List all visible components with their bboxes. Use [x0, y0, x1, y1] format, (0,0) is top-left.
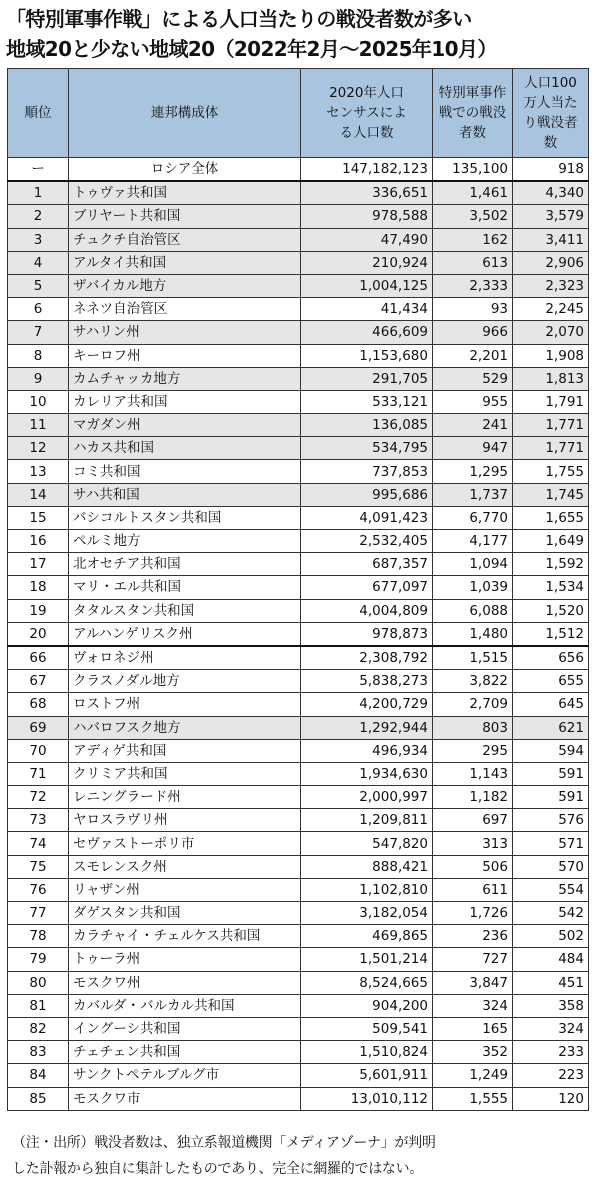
- row-region: トゥヴァ共和国: [69, 181, 301, 205]
- row-population: 41,434: [301, 298, 433, 321]
- row-population: 47,490: [301, 228, 433, 251]
- row-deaths: 1,461: [433, 181, 513, 205]
- table-row: [8, 809, 589, 832]
- row-region: サハリン州: [69, 321, 301, 344]
- row-deaths: 1,480: [433, 622, 513, 646]
- row-population: 466,609: [301, 321, 433, 344]
- row-region: コミ共和国: [69, 460, 301, 483]
- row-region: マリ・エル共和国: [69, 576, 301, 599]
- row-deaths: 162: [433, 228, 513, 251]
- row-per-million: 655: [513, 670, 589, 693]
- table-row: [8, 878, 589, 901]
- row-population: 4,200,729: [301, 693, 433, 716]
- row-per-million: 484: [513, 948, 589, 971]
- row-rank: 74: [8, 832, 69, 855]
- row-region: ペルミ地方: [69, 530, 301, 553]
- row-deaths: 3,847: [433, 971, 513, 994]
- row-rank: 83: [8, 1041, 69, 1064]
- table-row: [8, 622, 589, 646]
- row-region: カレリア共和国: [69, 390, 301, 413]
- row-region: サハ共和国: [69, 483, 301, 506]
- row-region: リャザン州: [69, 878, 301, 901]
- row-region: クリミア共和国: [69, 762, 301, 785]
- row-population: 4,004,809: [301, 599, 433, 622]
- row-region: タタルスタン共和国: [69, 599, 301, 622]
- table-row: [8, 390, 589, 413]
- total-per-million: 918: [513, 158, 589, 182]
- header-rank: 順位: [8, 69, 69, 158]
- row-deaths: 236: [433, 925, 513, 948]
- row-deaths: 6,770: [433, 506, 513, 529]
- page-title: [6, 4, 596, 64]
- row-population: 1,102,810: [301, 878, 433, 901]
- row-region: ネネツ自治管区: [69, 298, 301, 321]
- row-population: 534,795: [301, 437, 433, 460]
- table-row: [8, 646, 589, 670]
- header-region: 連邦構成体: [69, 69, 301, 158]
- row-per-million: 1,512: [513, 622, 589, 646]
- row-population: 1,934,630: [301, 762, 433, 785]
- row-population: 904,200: [301, 994, 433, 1017]
- row-per-million: 656: [513, 646, 589, 670]
- table-row: [8, 599, 589, 622]
- row-rank: 79: [8, 948, 69, 971]
- row-rank: 15: [8, 506, 69, 529]
- row-rank: 71: [8, 762, 69, 785]
- row-per-million: 1,534: [513, 576, 589, 599]
- row-population: 13,010,112: [301, 1087, 433, 1110]
- row-rank: 6: [8, 298, 69, 321]
- row-per-million: 1,771: [513, 437, 589, 460]
- row-deaths: 1,515: [433, 646, 513, 670]
- table-row: [8, 205, 589, 228]
- row-per-million: 233: [513, 1041, 589, 1064]
- table-row: [8, 460, 589, 483]
- title-line-1: 「特別軍事作戦」による人口当たりの戦没者数が多い: [6, 7, 472, 31]
- row-population: 5,601,911: [301, 1064, 433, 1087]
- row-population: 1,209,811: [301, 809, 433, 832]
- row-region: ヴォロネジ州: [69, 646, 301, 670]
- table-row: [8, 1041, 589, 1064]
- row-per-million: 324: [513, 1017, 589, 1040]
- row-region: スモレンスク州: [69, 855, 301, 878]
- row-region: ブリヤート共和国: [69, 205, 301, 228]
- row-deaths: 1,094: [433, 553, 513, 576]
- table-row: [8, 576, 589, 599]
- table-row: [8, 414, 589, 437]
- row-deaths: 613: [433, 251, 513, 274]
- row-rank: 5: [8, 274, 69, 297]
- row-deaths: 352: [433, 1041, 513, 1064]
- row-region: モスクワ州: [69, 971, 301, 994]
- row-population: 4,091,423: [301, 506, 433, 529]
- row-rank: 81: [8, 994, 69, 1017]
- row-population: 677,097: [301, 576, 433, 599]
- row-deaths: 4,177: [433, 530, 513, 553]
- row-population: 1,501,214: [301, 948, 433, 971]
- row-population: 509,541: [301, 1017, 433, 1040]
- row-deaths: 6,088: [433, 599, 513, 622]
- row-rank: 66: [8, 646, 69, 670]
- row-rank: 84: [8, 1064, 69, 1087]
- row-per-million: 2,245: [513, 298, 589, 321]
- table-row: [8, 321, 589, 344]
- row-rank: 82: [8, 1017, 69, 1040]
- row-per-million: 1,908: [513, 344, 589, 367]
- row-region: ザバイカル地方: [69, 274, 301, 297]
- row-deaths: 241: [433, 414, 513, 437]
- row-deaths: 324: [433, 994, 513, 1017]
- row-deaths: 295: [433, 739, 513, 762]
- row-deaths: 1,295: [433, 460, 513, 483]
- row-per-million: 1,745: [513, 483, 589, 506]
- row-rank: 77: [8, 902, 69, 925]
- row-population: 547,820: [301, 832, 433, 855]
- row-population: 687,357: [301, 553, 433, 576]
- table-row: [8, 228, 589, 251]
- row-deaths: 3,502: [433, 205, 513, 228]
- total-deaths: 135,100: [433, 158, 513, 182]
- row-per-million: 223: [513, 1064, 589, 1087]
- table-row: [8, 925, 589, 948]
- row-per-million: 1,592: [513, 553, 589, 576]
- row-rank: 85: [8, 1087, 69, 1110]
- row-population: 995,686: [301, 483, 433, 506]
- row-per-million: 1,520: [513, 599, 589, 622]
- row-region: ヤロスラヴリ州: [69, 809, 301, 832]
- row-deaths: 506: [433, 855, 513, 878]
- row-rank: 9: [8, 367, 69, 390]
- row-population: 8,524,665: [301, 971, 433, 994]
- footnote: [12, 1130, 592, 1182]
- table-row: [8, 832, 589, 855]
- row-per-million: 451: [513, 971, 589, 994]
- row-per-million: 4,340: [513, 181, 589, 205]
- row-deaths: 1,726: [433, 902, 513, 925]
- row-region: マガダン州: [69, 414, 301, 437]
- row-rank: 14: [8, 483, 69, 506]
- row-region: カバルダ・バルカル共和国: [69, 994, 301, 1017]
- row-deaths: 697: [433, 809, 513, 832]
- casualty-table: [7, 68, 589, 1111]
- row-region: ハバロフスク地方: [69, 716, 301, 739]
- row-deaths: 529: [433, 367, 513, 390]
- row-per-million: 570: [513, 855, 589, 878]
- row-deaths: 2,709: [433, 693, 513, 716]
- row-per-million: 645: [513, 693, 589, 716]
- total-rank: ー: [8, 158, 69, 182]
- row-deaths: 611: [433, 878, 513, 901]
- row-region: カラチャイ・チェルケス共和国: [69, 925, 301, 948]
- row-population: 2,308,792: [301, 646, 433, 670]
- row-rank: 7: [8, 321, 69, 344]
- row-deaths: 1,555: [433, 1087, 513, 1110]
- row-rank: 11: [8, 414, 69, 437]
- row-region: カムチャッカ地方: [69, 367, 301, 390]
- table-row: [8, 530, 589, 553]
- row-population: 1,292,944: [301, 716, 433, 739]
- row-rank: 72: [8, 786, 69, 809]
- row-region: バシコルトスタン共和国: [69, 506, 301, 529]
- row-deaths: 1,249: [433, 1064, 513, 1087]
- row-rank: 20: [8, 622, 69, 646]
- row-per-million: 594: [513, 739, 589, 762]
- row-deaths: 966: [433, 321, 513, 344]
- table-row: [8, 948, 589, 971]
- row-per-million: 591: [513, 786, 589, 809]
- row-rank: 67: [8, 670, 69, 693]
- row-population: 496,934: [301, 739, 433, 762]
- row-deaths: 93: [433, 298, 513, 321]
- row-rank: 70: [8, 739, 69, 762]
- row-per-million: 1,649: [513, 530, 589, 553]
- row-population: 978,873: [301, 622, 433, 646]
- row-deaths: 947: [433, 437, 513, 460]
- table-row: [8, 1064, 589, 1087]
- row-per-million: 3,579: [513, 205, 589, 228]
- table-row: [8, 994, 589, 1017]
- row-deaths: 955: [433, 390, 513, 413]
- row-deaths: 165: [433, 1017, 513, 1040]
- row-rank: 19: [8, 599, 69, 622]
- row-per-million: 1,813: [513, 367, 589, 390]
- row-population: 1,004,125: [301, 274, 433, 297]
- row-population: 2,532,405: [301, 530, 433, 553]
- row-deaths: 2,201: [433, 344, 513, 367]
- table-row: [8, 693, 589, 716]
- header-deaths: 特別軍事作戦での戦没者数: [433, 69, 513, 158]
- row-deaths: 803: [433, 716, 513, 739]
- table-row: [8, 506, 589, 529]
- row-rank: 12: [8, 437, 69, 460]
- row-population: 1,153,680: [301, 344, 433, 367]
- total-row: [8, 158, 589, 182]
- table-row: [8, 483, 589, 506]
- row-population: 888,421: [301, 855, 433, 878]
- row-per-million: 1,755: [513, 460, 589, 483]
- table-row: [8, 437, 589, 460]
- row-rank: 10: [8, 390, 69, 413]
- row-rank: 76: [8, 878, 69, 901]
- table-row: [8, 855, 589, 878]
- row-per-million: 502: [513, 925, 589, 948]
- row-population: 210,924: [301, 251, 433, 274]
- row-per-million: 571: [513, 832, 589, 855]
- row-per-million: 358: [513, 994, 589, 1017]
- row-per-million: 120: [513, 1087, 589, 1110]
- row-rank: 69: [8, 716, 69, 739]
- row-region: レニングラード州: [69, 786, 301, 809]
- row-region: 北オセチア共和国: [69, 553, 301, 576]
- table-row: [8, 274, 589, 297]
- row-deaths: 1,182: [433, 786, 513, 809]
- row-rank: 18: [8, 576, 69, 599]
- table-row: [8, 971, 589, 994]
- row-region: ダゲスタン共和国: [69, 902, 301, 925]
- row-per-million: 1,791: [513, 390, 589, 413]
- row-per-million: 621: [513, 716, 589, 739]
- row-rank: 3: [8, 228, 69, 251]
- row-per-million: 542: [513, 902, 589, 925]
- table-row: [8, 181, 589, 205]
- table-row: [8, 251, 589, 274]
- row-rank: 1: [8, 181, 69, 205]
- row-rank: 4: [8, 251, 69, 274]
- row-rank: 13: [8, 460, 69, 483]
- row-population: 2,000,997: [301, 786, 433, 809]
- table-row: [8, 902, 589, 925]
- row-rank: 75: [8, 855, 69, 878]
- table-row: [8, 786, 589, 809]
- row-per-million: 2,323: [513, 274, 589, 297]
- row-population: 1,510,824: [301, 1041, 433, 1064]
- row-per-million: 576: [513, 809, 589, 832]
- row-population: 737,853: [301, 460, 433, 483]
- row-rank: 8: [8, 344, 69, 367]
- row-population: 469,865: [301, 925, 433, 948]
- header-population: 2020年人口センサスによる人口数: [301, 69, 433, 158]
- table-row: [8, 670, 589, 693]
- row-region: セヴァストーポリ市: [69, 832, 301, 855]
- row-region: チェチェン共和国: [69, 1041, 301, 1064]
- row-region: ロストフ州: [69, 693, 301, 716]
- row-deaths: 1,143: [433, 762, 513, 785]
- row-population: 291,705: [301, 367, 433, 390]
- total-name: ロシア全体: [69, 158, 301, 182]
- row-region: クラスノダル地方: [69, 670, 301, 693]
- footnote-line-1: （注・出所）戦没者数は、独立系報道機関「メディアゾーナ」が判明: [12, 1135, 436, 1151]
- row-per-million: 1,771: [513, 414, 589, 437]
- row-deaths: 1,737: [433, 483, 513, 506]
- table-row: [8, 739, 589, 762]
- row-per-million: 3,411: [513, 228, 589, 251]
- row-rank: 68: [8, 693, 69, 716]
- row-region: アルタイ共和国: [69, 251, 301, 274]
- row-population: 533,121: [301, 390, 433, 413]
- row-rank: 80: [8, 971, 69, 994]
- row-population: 978,588: [301, 205, 433, 228]
- row-population: 5,838,273: [301, 670, 433, 693]
- row-population: 136,085: [301, 414, 433, 437]
- row-region: モスクワ市: [69, 1087, 301, 1110]
- table-row: [8, 344, 589, 367]
- row-region: トゥーラ州: [69, 948, 301, 971]
- row-region: チュクチ自治管区: [69, 228, 301, 251]
- row-per-million: 591: [513, 762, 589, 785]
- row-rank: 16: [8, 530, 69, 553]
- row-region: サンクトペテルブルグ市: [69, 1064, 301, 1087]
- row-per-million: 2,906: [513, 251, 589, 274]
- row-rank: 17: [8, 553, 69, 576]
- row-deaths: 1,039: [433, 576, 513, 599]
- row-per-million: 2,070: [513, 321, 589, 344]
- row-per-million: 1,655: [513, 506, 589, 529]
- row-deaths: 2,333: [433, 274, 513, 297]
- row-per-million: 554: [513, 878, 589, 901]
- row-region: アディゲ共和国: [69, 739, 301, 762]
- total-population: 147,182,123: [301, 158, 433, 182]
- title-line-2: 地域20と少ない地域20（2022年2月～2025年10月）: [6, 37, 497, 61]
- row-rank: 78: [8, 925, 69, 948]
- row-deaths: 313: [433, 832, 513, 855]
- row-deaths: 727: [433, 948, 513, 971]
- table-row: [8, 298, 589, 321]
- row-region: アルハンゲリスク州: [69, 622, 301, 646]
- table-row: [8, 553, 589, 576]
- table-row: [8, 1087, 589, 1110]
- row-population: 336,651: [301, 181, 433, 205]
- row-region: キーロフ州: [69, 344, 301, 367]
- row-rank: 2: [8, 205, 69, 228]
- footnote-line-2: した訃報から独自に集計したものであり、完全に網羅的ではない。: [12, 1161, 423, 1177]
- header-per-million: 人口100万人当たり戦没者数: [513, 69, 589, 158]
- row-region: イングーシ共和国: [69, 1017, 301, 1040]
- row-rank: 73: [8, 809, 69, 832]
- table-row: [8, 367, 589, 390]
- row-deaths: 3,822: [433, 670, 513, 693]
- table-header-row: [8, 69, 589, 158]
- table-row: [8, 1017, 589, 1040]
- table-row: [8, 716, 589, 739]
- row-population: 3,182,054: [301, 902, 433, 925]
- row-region: ハカス共和国: [69, 437, 301, 460]
- table-row: [8, 762, 589, 785]
